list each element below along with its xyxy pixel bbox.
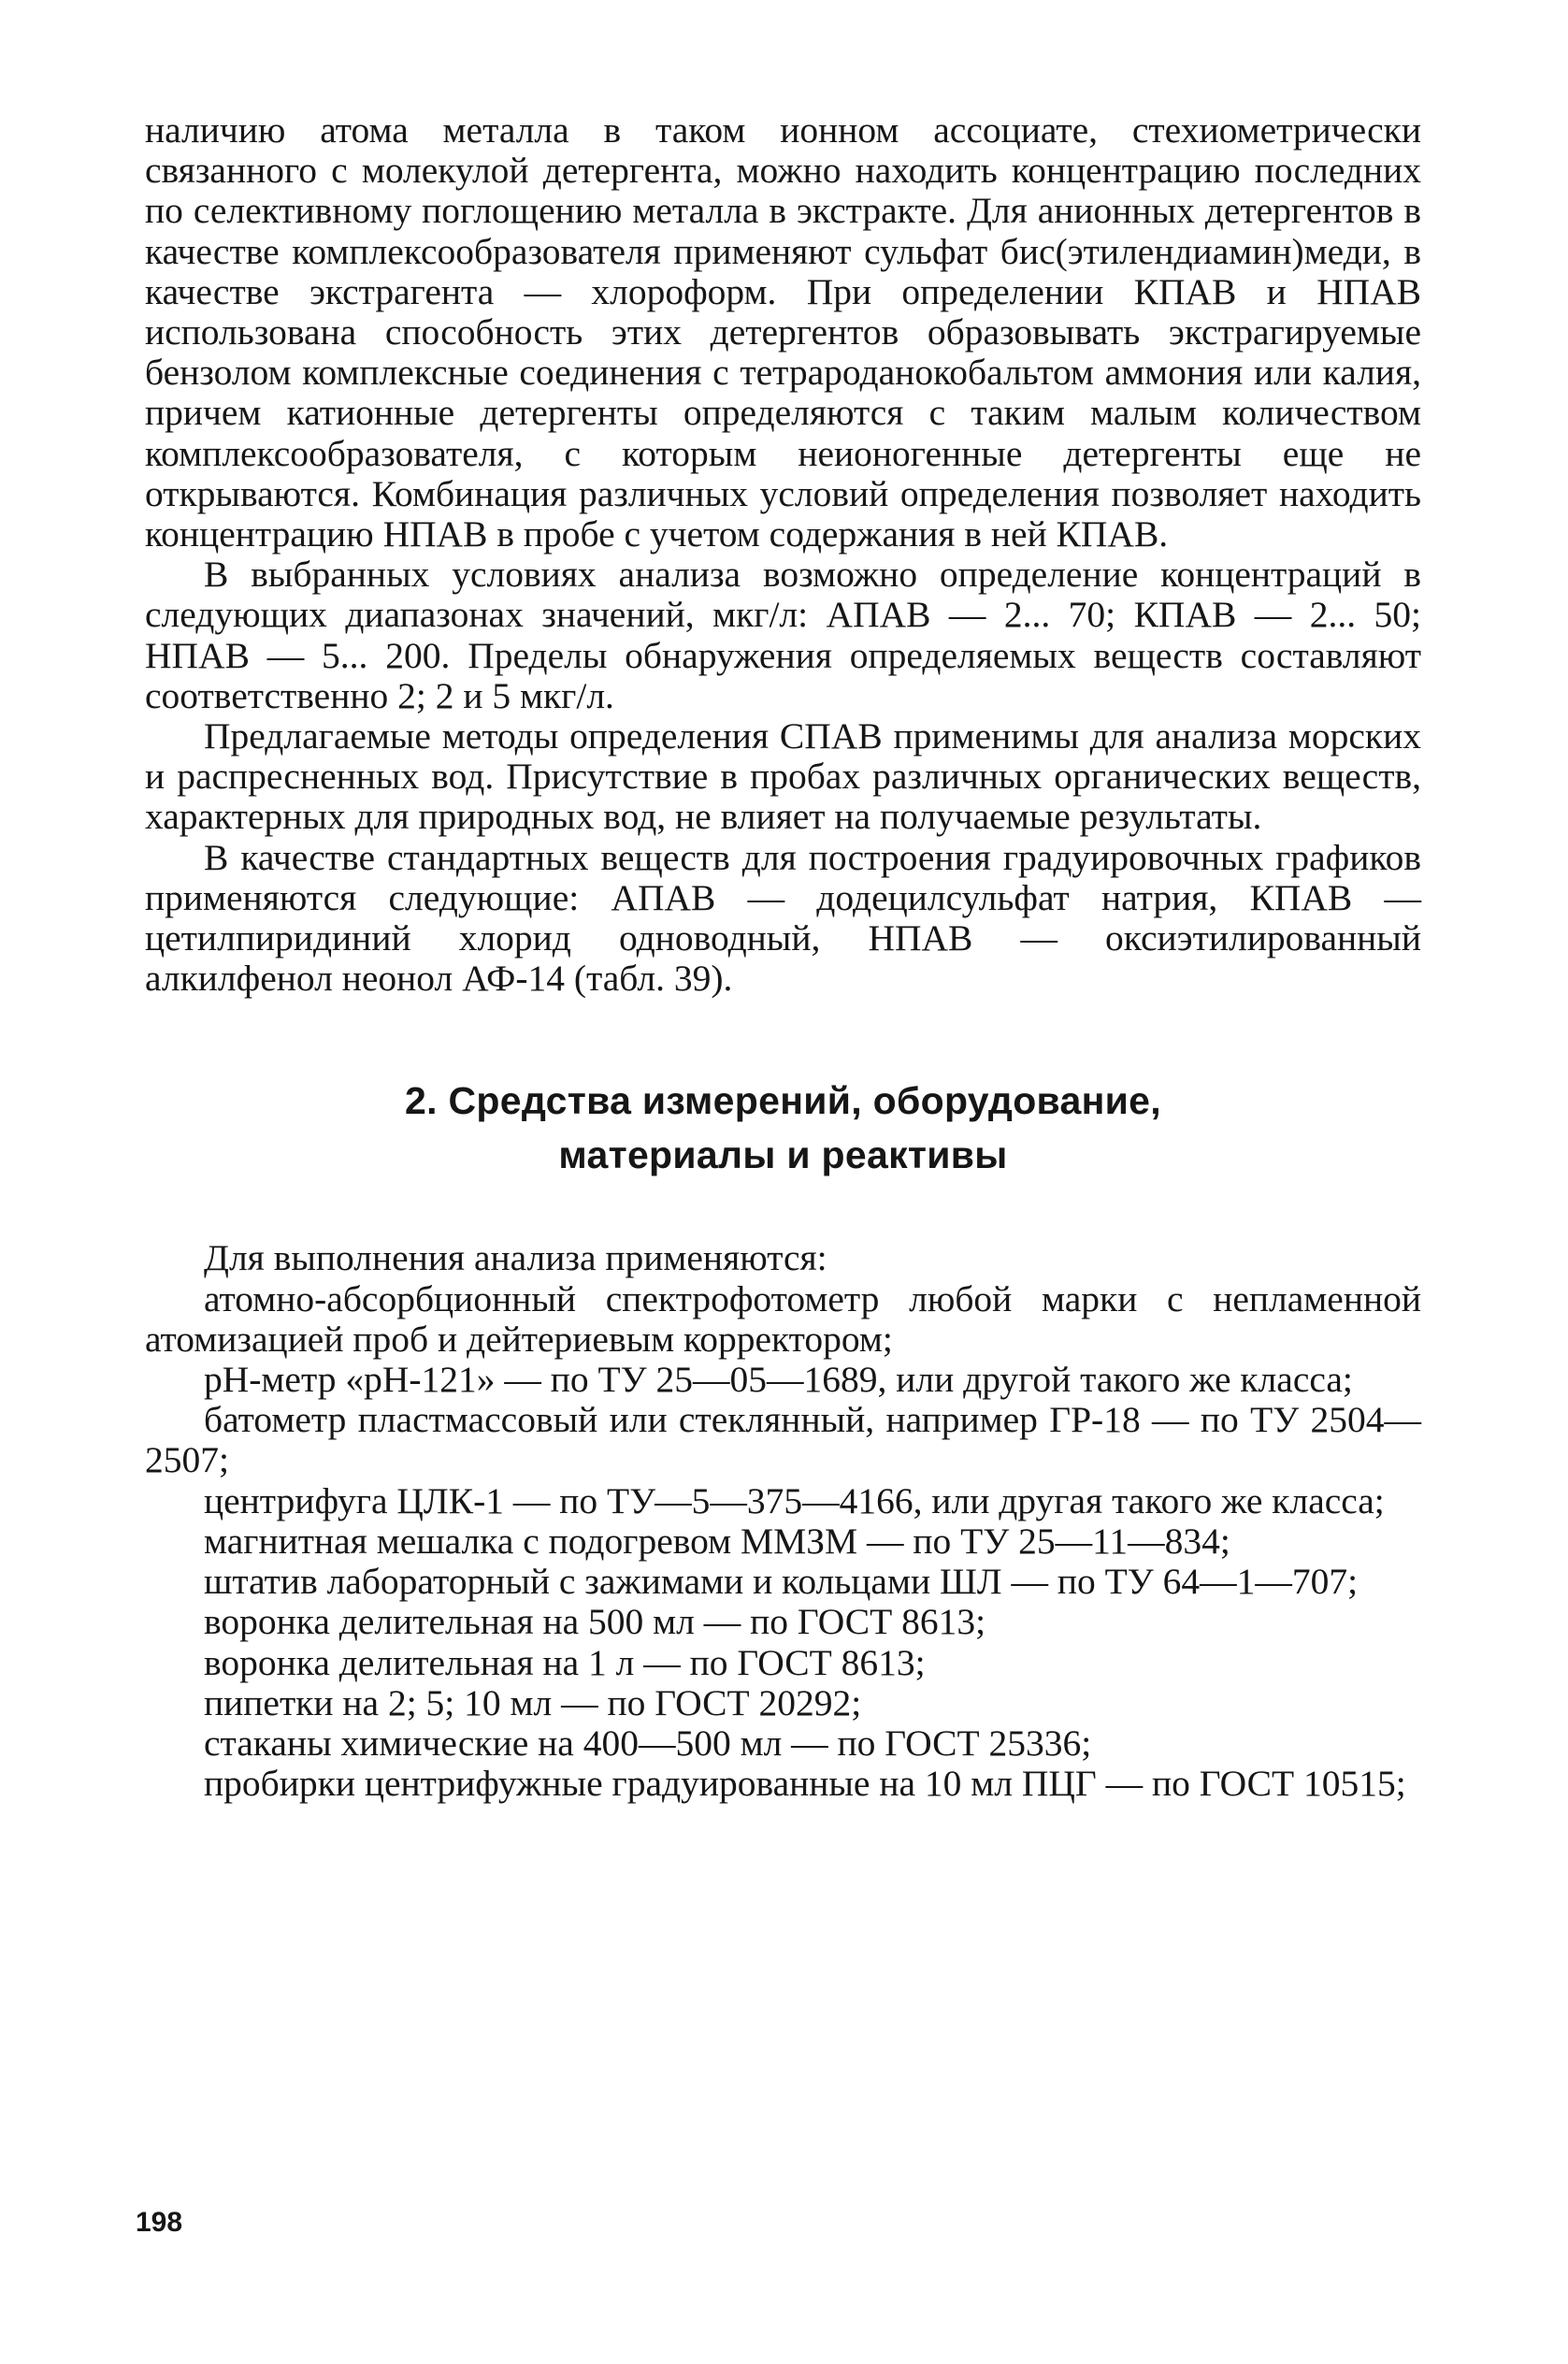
list-item: центрифуга ЦЛК-1 — по ТУ—5—375—4166, или другая такого же класса; [204, 1479, 1385, 1521]
paragraph-standards: В качестве стандартных веществ для построения градуировочных графиков применяются следующие: АПАВ — додецилсульфат натрия, КПАВ — цетилпиридиний хлорид одноводный, НПАВ — оксиэтилированный алкилфенол неонол АФ-14 (табл. 39). [145, 836, 1421, 1000]
paragraph-ranges: В выбранных условиях анализа возможно определение концентраций в следующих диапазонах значений, мкг/л: АПАВ — 2... 70; КПАВ — 2... 50; НПАВ — 5... 200. Пределы обнаружения определяемых веществ составляют соответственно 2; 2 и 5 мкг/л. [145, 554, 1421, 716]
list-item: батометр пластмассовый или стеклянный, например ГР-18 — по ТУ 2504—2507; [145, 1399, 1421, 1481]
list-item: стаканы химические на 400—500 мл — по ГОСТ 25336; [204, 1722, 1092, 1764]
page-body [145, 110, 1421, 1804]
section-heading-line-1: 2. Средства измерений, оборудование, [405, 1079, 1161, 1123]
list-item: атомно-абсорбционный спектрофотометр любой марки с непламенной атомизацией проб и дейтериевым корректором; [145, 1277, 1421, 1360]
section-intro: Для выполнения анализа применяются: [204, 1237, 827, 1279]
paragraph-continuation: наличию атома металла в таком ионном ассоциате, стехиометрически связанного с молекулой детергента, можно находить концентрацию последних по селективному поглощению металла в экстракте. Для анионных детергентов в качестве комплексообразователя применяют сульфат бис(этилендиамин)меди, в качестве экстрагента — хлороформ. При определении КПАВ и НПАВ использована способность этих детергентов образовывать экстрагируемые бензолом комплексные соединения с тетрароданокобальтом аммония или калия, причем катионные детергенты определяются с таким малым количеством комплексообразователя, с которым неионогенные детергенты еще не открываются. Комбинация различных условий определения позволяет находить концентрацию НПАВ в пробе с учетом содержания в ней КПАВ. [145, 109, 1421, 555]
list-item: пробирки центрифужные градуированные на 10 мл ПЦГ — по ГОСТ 10515; [204, 1763, 1406, 1805]
page-number: 198 [136, 2207, 183, 2238]
list-item: магнитная мешалка с подогревом ММЗМ — по ТУ 25—11—834; [204, 1520, 1230, 1562]
list-item: рН-метр «рН-121» — по ТУ 25—05—1689, или другой такого же класса; [204, 1359, 1353, 1401]
list-item: штатив лабораторный с зажимами и кольцами ШЛ — по ТУ 64—1—707; [204, 1561, 1359, 1603]
section-heading-line-2: материалы и реактивы [558, 1133, 1008, 1177]
list-item: воронка делительная на 500 мл — по ГОСТ 8613; [204, 1601, 986, 1643]
section-heading [145, 1074, 1421, 1182]
list-item: пипетки на 2; 5; 10 мл — по ГОСТ 20292; [204, 1681, 862, 1723]
paragraph-applicability: Предлагаемые методы определения СПАВ применимы для анализа морских и распресненных вод. Присутствие в пробах различных органических веществ, характерных для природных вод, не влияет на получаемые результаты. [145, 715, 1421, 838]
list-item: воронка делительная на 1 л — по ГОСТ 8613; [204, 1641, 926, 1683]
